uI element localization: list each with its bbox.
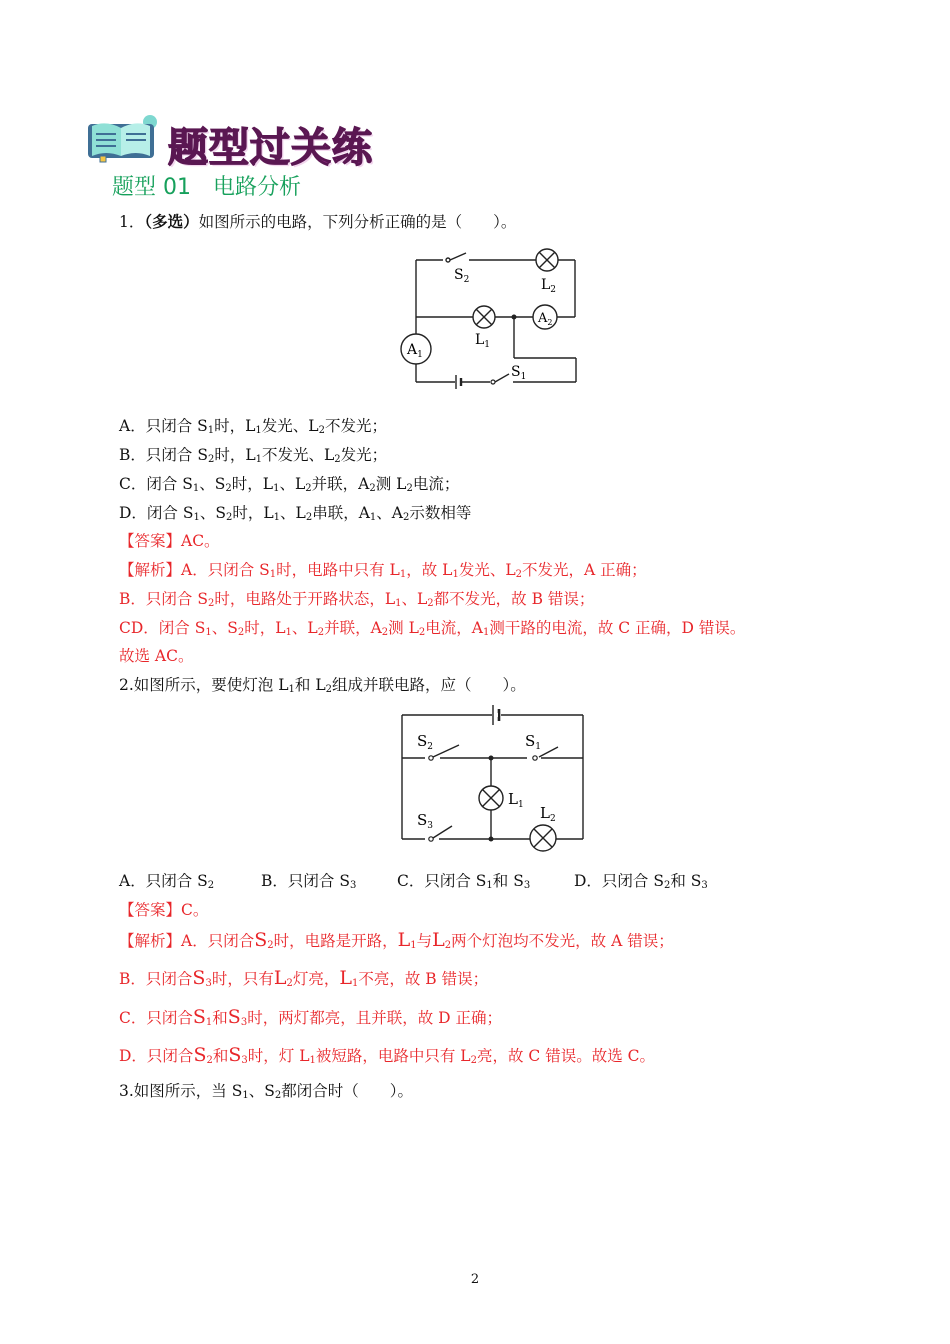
q2-analysis-2: B．只闭合$S_3$时，只有$L_2$灯亮，$L_1$不亮，故 B 错误； bbox=[119, 967, 489, 989]
q2-answer: 【答案】C。 bbox=[119, 901, 209, 919]
q1-stem bbox=[119, 212, 516, 232]
q1-analysis-1: 【解析】A．只闭合 $S_1$时，电路中只有 $L_1$，故 $L_1$发光、$L_2$不发光，A 正确； bbox=[119, 561, 647, 580]
q2-label-l1: $L_1$ bbox=[508, 790, 524, 810]
q1-analysis-4: 故选 AC。 bbox=[119, 647, 194, 665]
q2-option-b: B．只闭合 $S_3$ bbox=[261, 872, 357, 891]
q2-analysis-4: D．只闭合$S_2$和$S_3$时，灯 $L_1$被短路，电路中只有 $L_2$亮，故 C 错误。故选 C。 bbox=[119, 1044, 655, 1066]
q1-tag: （多选） bbox=[144, 212, 199, 231]
q1-analysis-2: B．只闭合 $S_2$时，电路处于开路状态，$L_1$、$L_2$都不发光，故 B 错误； bbox=[119, 590, 595, 609]
q2-label-s1: $S_1$ bbox=[525, 732, 542, 752]
q1-label-l2: $L_2$ bbox=[541, 277, 557, 295]
page-number: 2 bbox=[470, 1272, 480, 1287]
q1-label-a1: $A_1$ bbox=[407, 342, 423, 360]
q1-label-s2: $S_2$ bbox=[454, 267, 470, 285]
q2-label-s2: $S_2$ bbox=[417, 732, 434, 752]
q1-number: 1． bbox=[119, 213, 145, 231]
q1-option-a: A．只闭合 $S_1$时，$L_1$发光、$L_2$不发光； bbox=[119, 417, 387, 436]
q1-label-l1: $L_1$ bbox=[475, 332, 491, 350]
q1-label-s1: $S_1$ bbox=[511, 364, 527, 382]
q1-option-b: B．只闭合 $S_2$时，$L_1$不发光、$L_2$发光； bbox=[119, 446, 388, 465]
q1-analysis-3: CD．闭合 $S_1$、$S_2$时，$L_1$、$L_2$并联，$A_2$测 $L_2$电流，$A_1$测干路的电流，故 C 正确，D 错误。 bbox=[119, 619, 746, 638]
q2-option-d: D．只闭合 $S_2$和 $S_3$ bbox=[574, 872, 708, 891]
q1-answer: 【答案】AC。 bbox=[119, 532, 220, 550]
q1-circuit-diagram bbox=[396, 244, 586, 389]
q2-analysis-1: 【解析】A．只闭合$S_2$时，电路是开路，$L_1$与$L_2$两个灯泡均不发光，故 A 错误； bbox=[119, 929, 674, 951]
q1-option-d: D．闭合 $S_1$、$S_2$时，$L_1$、$L_2$串联，$A_1$、$A_2$示数相等 bbox=[119, 504, 472, 523]
q2-label-l2: $L_2$ bbox=[540, 804, 556, 824]
q2-stem: 2.如图所示，要使灯泡 $L_1$和 $L_2$组成并联电路，应（ ）。 bbox=[119, 676, 526, 695]
header-book-icon bbox=[86, 112, 164, 164]
q2-circuit-diagram bbox=[395, 702, 590, 852]
q1-text: 如图所示的电路，下列分析正确的是（ ）。 bbox=[198, 213, 517, 231]
q1-option-c: C．闭合 $S_1$、$S_2$时，$L_1$、$L_2$并联，$A_2$测 $L_2$电流； bbox=[119, 475, 460, 494]
q2-option-c: C．只闭合 $S_1$和 $S_3$ bbox=[397, 872, 531, 891]
q2-label-s3: $S_3$ bbox=[417, 811, 434, 831]
section-title: 题型 01 电路分析 bbox=[112, 175, 301, 200]
q2-option-a: A．只闭合 $S_2$ bbox=[119, 872, 215, 891]
q2-analysis-3: C．只闭合$S_1$和$S_3$时，两灯都亮，且并联，故 D 正确； bbox=[119, 1006, 502, 1028]
page-title: 题型过关练 bbox=[168, 125, 373, 171]
q1-label-a2: $A_2$ bbox=[538, 311, 553, 327]
q3-stem: 3.如图所示，当 $S_1$、$S_2$都闭合时（ ）。 bbox=[119, 1082, 413, 1101]
